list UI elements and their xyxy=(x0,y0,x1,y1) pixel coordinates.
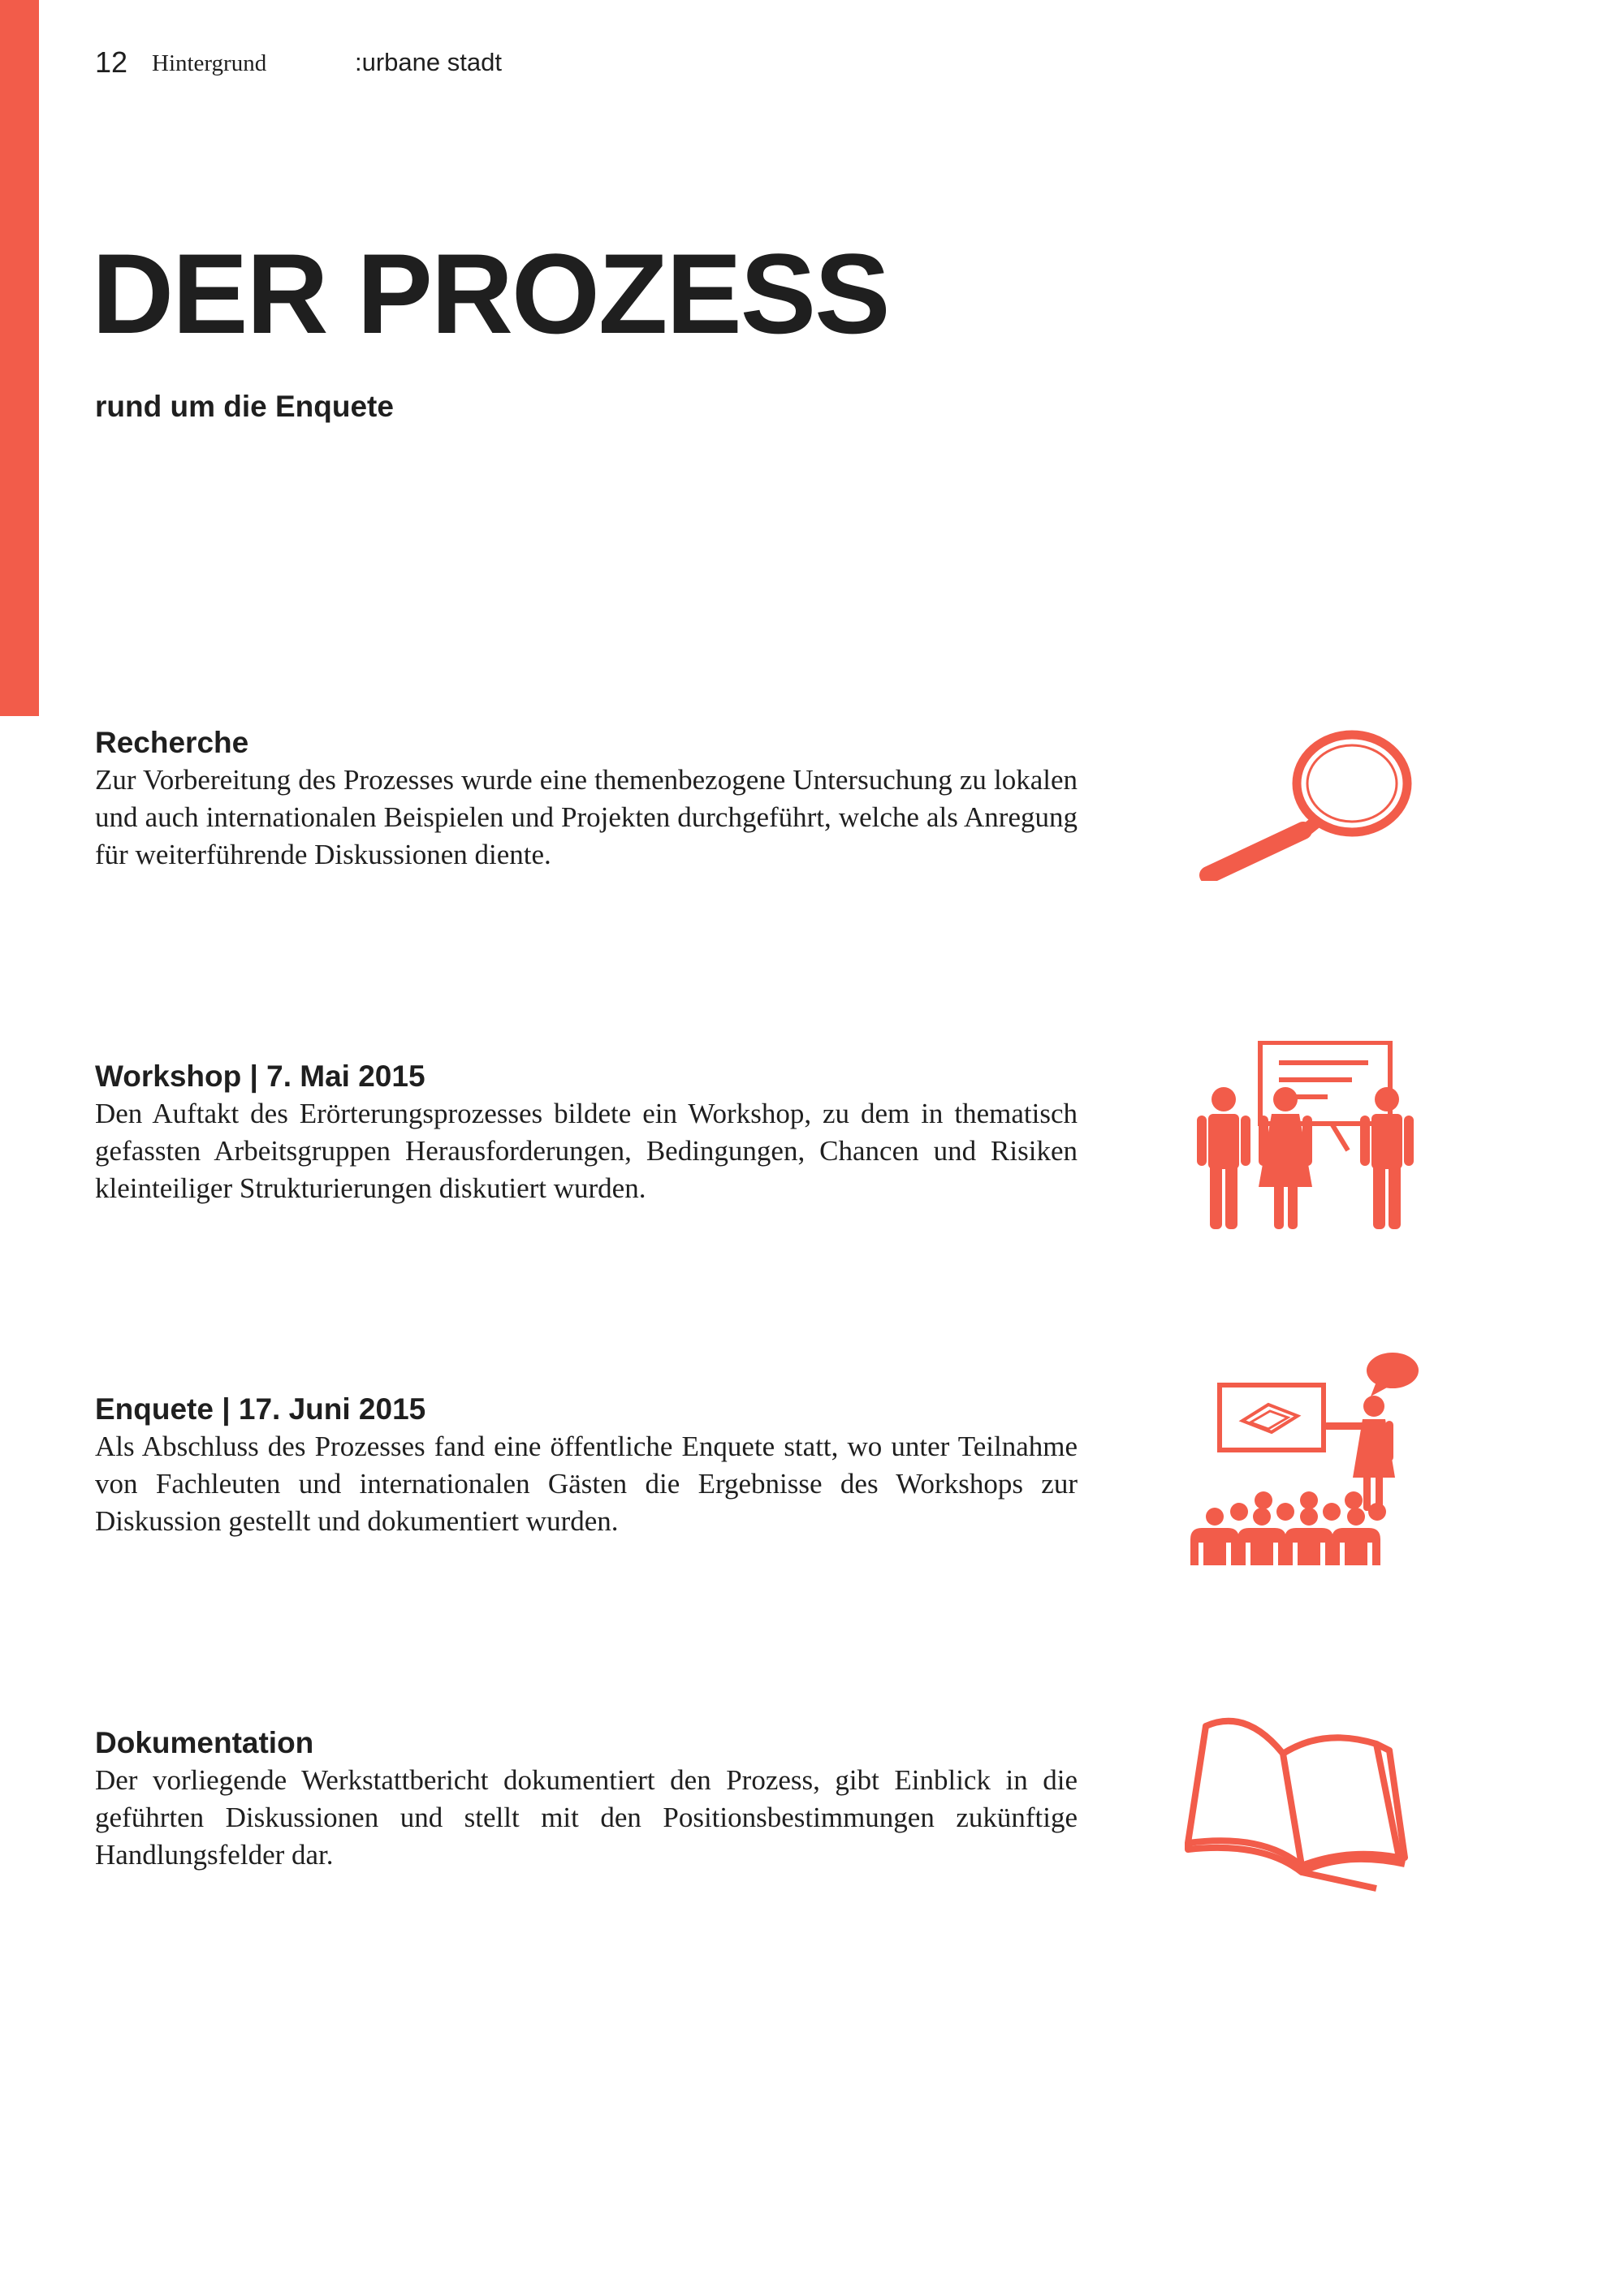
magnifying-glass-icon xyxy=(1194,727,1417,881)
section-workshop xyxy=(95,1058,1078,1207)
section-recherche xyxy=(95,724,1078,874)
section-heading: Enquete | 17. Juni 2015 xyxy=(95,1392,426,1426)
section-heading: Dokumentation xyxy=(95,1726,314,1759)
section-heading: Recherche xyxy=(95,726,249,759)
section-label: Hintergrund xyxy=(152,50,267,76)
section-enquete xyxy=(95,1391,1078,1540)
page-title: DER PROZESS xyxy=(92,230,889,357)
section-body: Zur Vorbereitung des Prozesses wurde eine themenbezogene Untersuchung zu lokalen und auch internationalen Beispielen und Projekten durchgeführt, welche als Anregung für weiterführende Diskussionen diente. xyxy=(95,764,1078,870)
presentation-audience-icon xyxy=(1186,1348,1425,1567)
open-book-icon xyxy=(1181,1711,1409,1894)
accent-side-bar xyxy=(0,0,39,716)
section-dokumentation xyxy=(95,1724,1078,1874)
publication-name: :urbane stadt xyxy=(355,48,502,76)
section-body: Der vorliegende Werkstattbericht dokumentiert den Prozess, gibt Einblick in die geführten Diskussionen und stellt mit den Positionsbestimmungen zukünftige Handlungsfelder dar. xyxy=(95,1764,1078,1871)
section-body: Den Auftakt des Erörterungsprozesses bildete ein Workshop, zu dem in thematisch gefassten Arbeitsgruppen Herausforderungen, Bedingungen, Chancen und Risiken kleinteiliger Strukturierungen diskutiert wurden. xyxy=(95,1098,1078,1204)
page-number: 12 xyxy=(95,45,128,79)
workshop-group-icon xyxy=(1194,1041,1417,1232)
section-heading: Workshop | 7. Mai 2015 xyxy=(95,1060,425,1093)
page-subtitle: rund um die Enquete xyxy=(95,390,394,423)
section-body: Als Abschluss des Prozesses fand eine öffentliche Enquete statt, wo unter Teilnahme von Fachleuten und internationalen Gästen die Ergebnisse des Workshops zur Diskussion gestellt und dokumentiert wurden. xyxy=(95,1431,1078,1537)
